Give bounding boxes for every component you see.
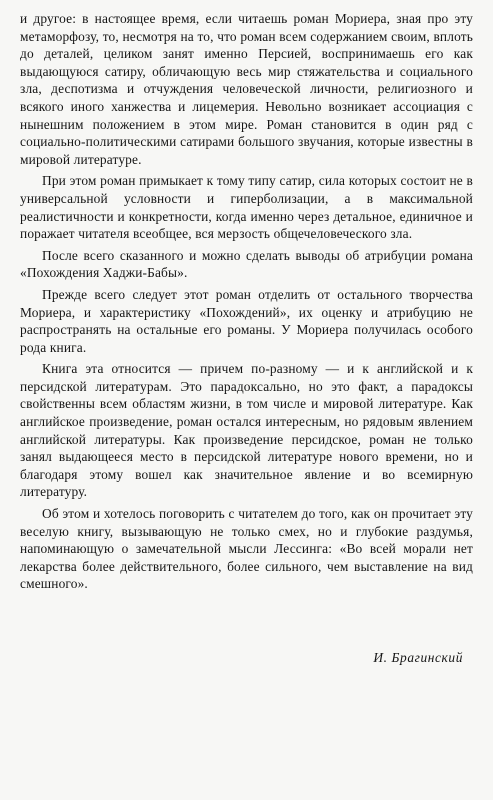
author-signature: И. Брагинский — [373, 650, 463, 665]
paragraph-6: Об этом и хотелось поговорить с читателем до того, как он прочитает эту веселую книгу, вызывающую не только смех, но и глубокие раздумья, напоминающую о замечательной мысли Лессинга: «Во всей морали нет лекарства более действительного, более сильного, чем выставление на вид смешного». — [20, 506, 473, 592]
paragraph-2: При этом роман примыкает к тому типу сатир, сила которых состоит не в универсальной условности и гиперболизации, а в максимальной реалистичности и конкретности, когда именно через детальное, единичное и поражает читателя всеобщее, вся мерзость общечеловеческого зла. — [20, 173, 473, 242]
paragraph-3: После всего сказанного и можно сделать выводы об атрибуции романа «Похождения Хаджи-Бабы». — [20, 247, 473, 281]
paragraph-4: Прежде всего следует этот роман отделить от остального творчества Мориера, и характеристику «Похождений», их оценку и атрибуцию не распространять на остальные его романы. У Мориера получилась особого рода книга. — [20, 286, 473, 355]
paragraph-5: Книга эта относится — причем по-разному — и к английской и к персидской литературам. Это парадоксально, но это факт, а парадоксы свойственны всем областям жизни, в том числе и мировой литературе. Как английское произведение, роман остался интересным, но рядовым явлением английской литературы. Как произведение персидское, роман не только занял выдающееся место в персидской литературе нового времени, но и благодаря этому вошел как значительное явление и во всемирную литературу. — [20, 361, 473, 500]
paragraph-1: и другое: в настоящее время, если читаешь роман Мориера, зная про эту метаморфозу, то, несмотря на то, что роман всем содержанием своим, вплоть до деталей, целиком занят именно Персией, воспринимаешь его как выдающуюся сатиру, обличающую весь мир стяжательства и социального зла, деспотизма и отчуждения человеческой личности, религиозного и всякого иного ханжества и лицемерия. Невольно возникает ассоциация с нынешним положением в этом мире. Роман становится в один ряд с социально-политическими сатирами большого звучания, которые известны в мировой литературе. — [20, 11, 473, 167]
